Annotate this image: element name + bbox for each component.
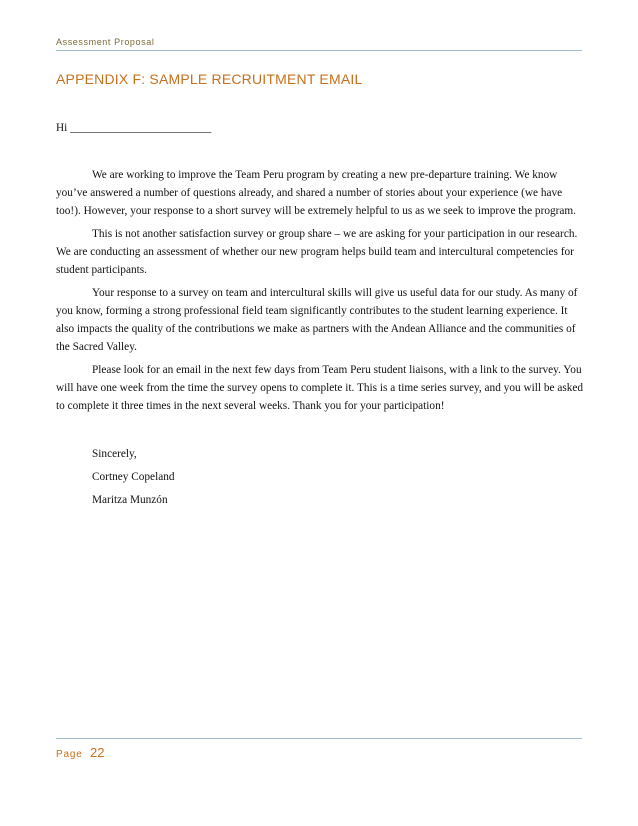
signer-name: Cortney Copeland (92, 471, 175, 483)
header-divider (56, 50, 582, 51)
email-body (56, 166, 586, 420)
signer-name: Maritza Munzón (92, 494, 168, 506)
email-greeting: Hi _________________________ (56, 122, 212, 134)
page-footer (56, 744, 104, 762)
footer-divider (56, 738, 582, 739)
email-signoff (92, 445, 175, 514)
page-label: Page (56, 749, 83, 760)
body-paragraph: Your response to a survey on team and intercultural skills will give us useful data for our study. As many of you know, forming a strong professional field team significantly contributes to the student learning experience. It also impacts the quality of the contributions we make as partners with the Andean Alliance and the communities of the Sacred Valley. (56, 287, 578, 353)
body-paragraph: We are working to improve the Team Peru program by creating a new pre-departure training. We know you’ve answered a number of questions already, and shared a number of stories about your experience (we have too!). However, your response to a short survey will be extremely helpful to us as we seek to improve the program. (56, 169, 577, 217)
page-number: 22 (90, 745, 105, 760)
closing-line: Sincerely, (92, 448, 137, 460)
running-header: Assessment Proposal (56, 37, 155, 47)
page-title: APPENDIX F: SAMPLE RECRUITMENT EMAIL (56, 71, 363, 87)
body-paragraph: This is not another satisfaction survey or group share – we are asking for your participation in our research. We are conducting an assessment of whether our new program helps build team and intercultural competencies for student participants. (56, 228, 578, 276)
body-paragraph: Please look for an email in the next few days from Team Peru student liaisons, with a link to the survey. You will have one week from the time the survey opens to complete it. This is a time series survey, and you will be asked to complete it three times in the next several weeks. Thank you for your participation! (56, 364, 584, 412)
